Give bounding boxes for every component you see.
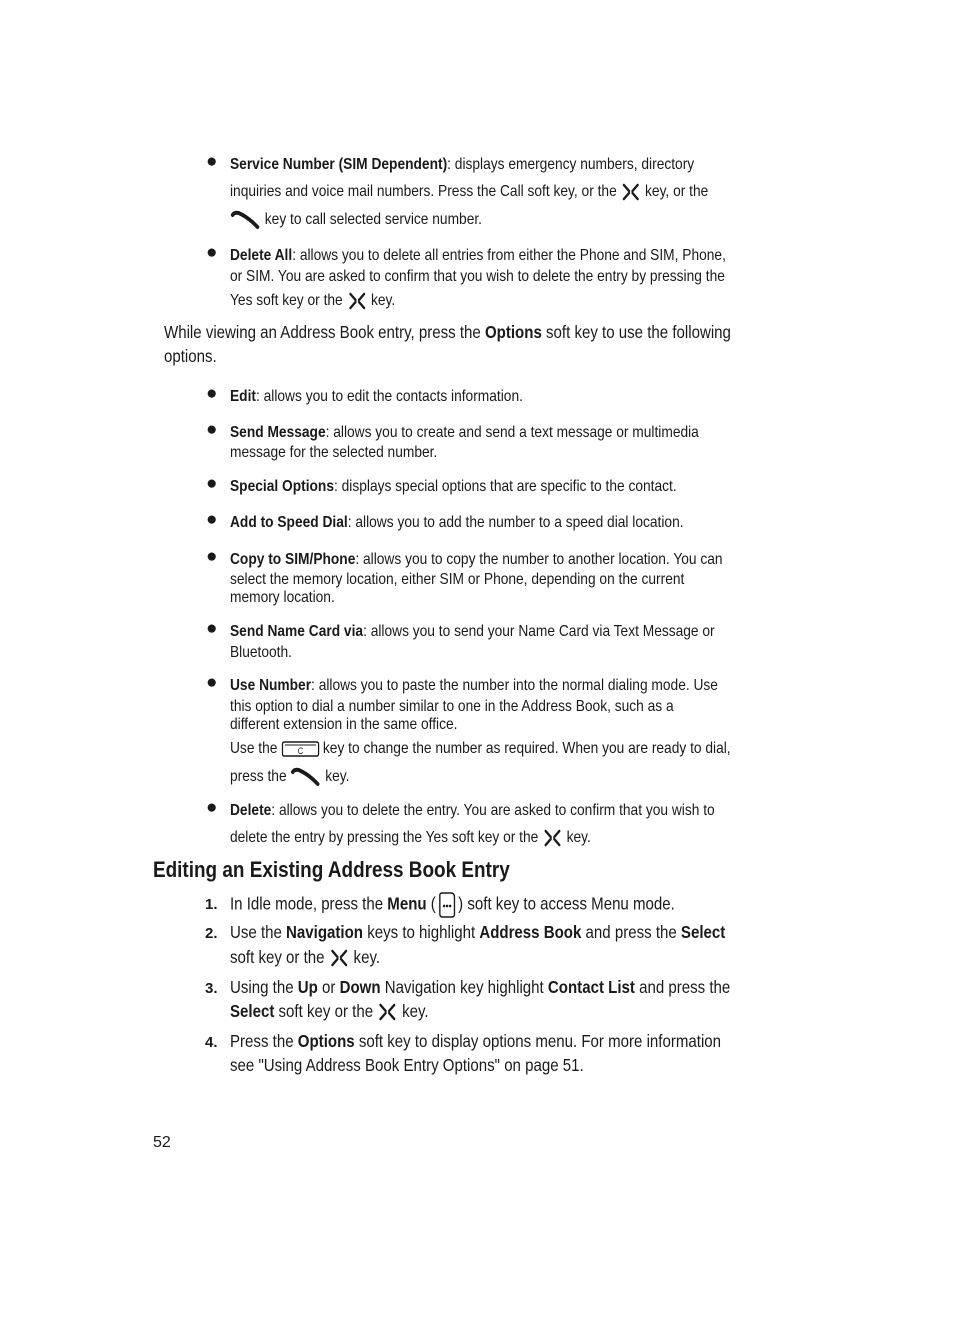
bullet: ●: [206, 797, 218, 818]
list-item-edit: Edit: allows you to edit the contacts information.: [230, 388, 523, 405]
bullet: ●: [206, 242, 218, 263]
bullet: ●: [206, 383, 218, 404]
list-item-delete-all: Delete All: allows you to delete all entries from either the Phone and SIM, Phone,: [230, 247, 726, 264]
list-item-use-number: Use Number: allows you to paste the number into the normal dialing mode. Use: [230, 677, 718, 694]
bullet: ●: [206, 419, 218, 440]
step-3: Using the Up or Down Navigation key highlight Contact List and press the: [230, 977, 731, 997]
list-item-delete: Delete: allows you to delete the entry. You are asked to confirm that you wish to: [230, 802, 715, 819]
step-1: In Idle mode, press the Menu ( ) soft key to access Menu mode.: [230, 891, 747, 919]
step-number: 3.: [205, 980, 218, 997]
menu-key-icon: [436, 891, 458, 919]
bullet: ●: [206, 473, 218, 494]
send-key-icon: [290, 767, 321, 787]
list-item-add-speed-dial: Add to Speed Dial: allows you to add the number to a speed dial location.: [230, 514, 684, 531]
bullet: ●: [206, 509, 218, 530]
clear-key-icon: [281, 740, 319, 758]
ok-key-icon: [347, 291, 368, 311]
step-2: Use the Navigation keys to highlight Address Book and press the Select: [230, 922, 726, 942]
ok-key-icon: [542, 828, 563, 848]
bullet: ●: [206, 151, 218, 172]
list-item-service-number: Service Number (SIM Dependent): displays emergency numbers, directory: [230, 156, 695, 173]
list-item-send-message: Send Message: allows you to create and send a text message or multimedia: [230, 424, 699, 441]
manual-page: ● Service Number (SIM Dependent): displays emergency numbers, directory inquiries and voice mail numbers. Press the Call soft key, or the key, or the key to call selected service number. ● Delete All: allows you to delete all entries from either the Phone and SIM, Phone, or SIM. You are asked to confirm that you wish to delete the entry by pressing the Yes soft key or the key. While viewing an Address Book entry, press the Options soft key to use the following options. ● Edit: allows you to edit the contacts information. ● Send Message: allows you to create and send a text message or multimedia message for the selected number. ● Special Options: displays special options that are specific to the contact. ● Add to Speed Dial: allows you to add the number to a speed dial location. ● Copy to SIM/Phone: allows you to copy the number to another location. You can select the memory location, either SIM or Phone, depending on the current memory location. ● Send Name Card via: allows you to send your Name Card via Text Message or Bluetooth. ● Use Number: allows you to paste the number into the normal dialing mode. Use this option to dial a number similar to one in the Address Book, such as a different extension in the same office. Use the C key to change the number as required. When you are ready to dial, press the key. ● Delete: allows you to delete the entry. You are asked to confirm that you wish to delete the entry by pressing the Yes soft key or the key. Editing an Existing Address Book Entry 1. In Idle mode, press the Menu ( ) soft key to access Menu mode. 2. Use the Navigation keys to highlight Address Book and press the Select soft key or the key. 3. Using the Up or Down Navigation key highlight Contact List and press the Select soft key or the key. 4. Press the Options soft key to display options menu. For more information see "Using Address Book Entry Options" on page 51. 52: [0, 0, 954, 1319]
send-key-icon: [230, 210, 261, 230]
step-4: Press the Options soft key to display options menu. For more information: [230, 1031, 722, 1051]
ok-key-icon: [377, 1002, 398, 1022]
ok-key-icon: [621, 182, 642, 202]
intro-paragraph: While viewing an Address Book entry, press the Options soft key to use the following: [164, 322, 731, 342]
list-item-send-name-card: Send Name Card via: allows you to send your Name Card via Text Message or: [230, 623, 715, 640]
step-number: 4.: [205, 1034, 218, 1051]
bullet: ●: [206, 546, 218, 567]
page-number: 52: [153, 1134, 171, 1151]
list-item-special-options: Special Options: displays special options that are specific to the contact.: [230, 478, 677, 495]
bullet: ●: [206, 672, 218, 693]
bullet: ●: [206, 618, 218, 639]
step-number: 2.: [205, 925, 218, 942]
ok-key-icon: [329, 948, 350, 968]
step-number: 1.: [205, 896, 218, 913]
list-item-copy-to-sim: Copy to SIM/Phone: allows you to copy the number to another location. You can: [230, 551, 723, 568]
section-heading: Editing an Existing Address Book Entry: [153, 857, 510, 882]
svg-text:C: C: [297, 745, 303, 756]
